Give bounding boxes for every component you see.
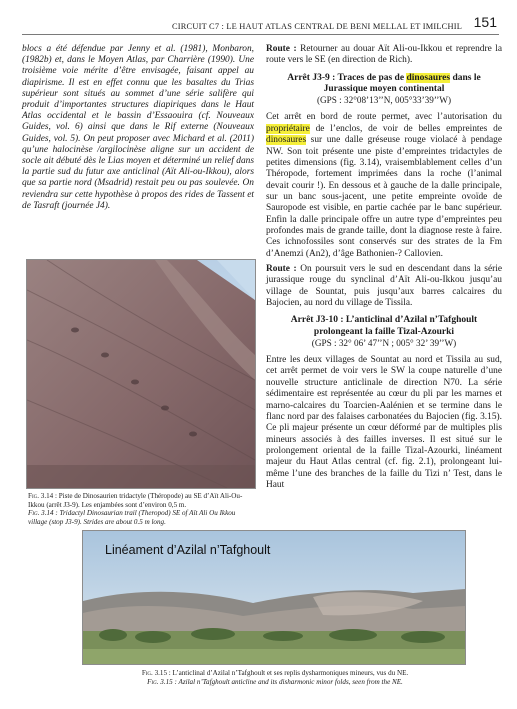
route-text-2: On poursuit vers le sud en descendant dans la série jurassique rouge du synclinal d’Aït Ali-ou-Ikkou jusqu’au village de Sountat, puis jusqu’aux barres calcaires du Bajocien, au nord du village de Tissila. — [266, 263, 502, 308]
figure-3-15-tag-en: Fig. 3.15 : — [147, 677, 177, 686]
figure-3-15-tag-fr: Fig. 3.15 : — [141, 669, 171, 677]
stop-j3-10-coords: (GPS : 32° 06’ 47’’N ; 005° 32’ 39’’W) — [311, 337, 457, 348]
figure-3-14-tag-en: Fig. 3.14 : — [28, 509, 58, 518]
stop-j3-10-paragraph: Entre les deux villages de Sountat au nord et Tissila au sud, cet arrêt permet de voir vers le SW la coupe naturelle d’une nouvelle structure anticlinale de direction N70. La série sédimentaire est représentée au cœur du pli par les marnes et marno-calcaires du Toarcien-Aalénien et se termine dans le flanc nord par des falaises carbonatées du Bajocien (fig. 3.15). Ce pli majeur présente un cœur déformé par de multiples plis mineurs associés à des failles inverses. Il est situé sur le prolongement oriental de la faille Tizal-Azourki, linéament majeur du Haut Atlas central (cf. fig. 2.1), prolongeant lui-même l’une des branches de la faille du Tizi n’ Test, dans le Haut — [266, 355, 502, 490]
route-label-1: Route : — [266, 44, 297, 54]
stop-j3-9-heading — [266, 73, 502, 96]
highlight-dinosaures-heading: dinosaures — [406, 72, 451, 83]
figure-3-15-photo-label: Linéament d’Azilal n’Tafghoult — [105, 543, 271, 557]
figure-3-15-caption-en — [80, 678, 470, 687]
route-text-1: Retourner au douar Aït Ali-ou-Ikkou et reprendre la route vers le SE (en direction de Rich). — [266, 44, 503, 66]
figure-3-15-caption — [80, 669, 470, 687]
route-paragraph-2 — [266, 264, 502, 309]
para1-b: de l’enclos, de voir de belles empreintes de — [309, 123, 502, 134]
stop-j3-9-heading-b: dans le Jurassique moyen continental — [323, 72, 481, 94]
stop-j3-9-coords: (GPS : 32°08’13’’N, 005°33’39’’W) — [316, 95, 452, 106]
right-column — [266, 44, 502, 493]
stop-j3-10-heading: Arrêt J3-10 : L’anticlinal d’Azilal n’Tafghoult prolongeant la faille Tizal-Azourki — [290, 315, 478, 337]
figure-3-15-caption-fr — [80, 669, 470, 678]
page-number: 151 — [473, 14, 497, 30]
stop-j3-9-heading-a: Arrêt J3-9 : Traces de pas de — [287, 72, 407, 83]
route-label-2: Route : — [266, 263, 297, 274]
highlight-proprietaire: propriétaire — [266, 123, 310, 134]
para1-a: Cet arrêt en bord de route permet, avec l’autorisation du — [266, 112, 502, 123]
figure-3-14-photo — [26, 259, 256, 489]
figure-3-14-caption — [28, 492, 254, 526]
figure-3-14-caption-fr — [28, 492, 254, 509]
figure-3-14-tag-fr: Fig. 3.14 : — [28, 492, 57, 500]
highlight-dinosaures: dinosaures — [266, 135, 307, 146]
left-column-text: blocs a été défendue par Jenny et al. (1981), Monbaron, (1982b) et, dans le Moyen Atlas, par Charrière (1990). Une troisième voie mérite d’être envisagée, faisant appel au diapirisme. Il est en effet connu que les basaltes du Trias supérieur sont situés au sommet d’une série salifère qui produit d’importantes structures diapiriques dans le Haut Atlas occidental et le bassin d’Essaouira (cf. Nouveaux Guides, vol. 6) ainsi que dans le Rif externe (Nouveaux Guides, vol. 5). On peut proposer avec Michard et al. (2011) qu’une halocinèse /argilocinèse aligne sur un accident de socle ait débuté dès le Lias moyen et déterminé un relief dans la partie sud du futur axe anticlinal (Aït Ali-ou-Ikkou), alors que sa partie nord (Msadrid) restait peu ou pas soulevée. On reviendra sur cette hypothèse à propos des rides de Tassent et de Tasraft (journée J4). — [22, 44, 254, 211]
figure-3-15-photo — [82, 530, 466, 665]
route-paragraph-1 — [266, 44, 502, 67]
page-header — [22, 4, 499, 35]
para1-c: sur une dalle gréseuse rouge violacé à pendage NW. Son toit présente une piste d’empreintes tridactyles de petites dimensions (fig. 3.14), vraisemblablement celles d’un Théropode, fortement imprimées dans la roche (l’animal devait courir !). En dessous et à gauche de la dalle principale, sur un banc sous-jacent, une petite empreinte ovoïde de Sauropode est visible, en partie cachée par le banc supérieur. Enfin la dalle principale offre un autre type d’empreintes peu profondes mais de grande taille, dont la diagnose reste à faire. Ces ichnofossiles sont conservés sur des strates de la Fm d’Anemzi (An2), d’âge Bathonien-? Callovien. — [266, 135, 502, 259]
figure-3-14-text-fr: Piste de Dinosaurien tridactyle (Théropode) au SE d’Aït Ali-Ou-Ikkou (arrêt J3-9). Les enjambées sont d’environ 0,5 m. — [28, 492, 243, 509]
running-title: CIRCUIT C7 : LE HAUT ATLAS CENTRAL DE BENI MELLAL ET IMILCHIL — [172, 22, 463, 31]
figure-3-14-caption-en — [28, 509, 254, 526]
stop-j3-9-paragraph — [266, 112, 502, 259]
figure-3-15-text-fr: L’anticlinal d’Azilal n’Tafghoult et ses replis dysharmoniques mineurs, vus du NE. — [170, 669, 409, 677]
figure-3-14-text-en: Tridactyl Dinosaurian trail (Theropod) SE of Aït Ali Ou Ikkou village (stop J3-9). Strides are about 0.5 m long. — [28, 509, 236, 526]
figure-3-15-text-en: Azilal n’Tafghoult anticline and its disharmonic minor folds, seen from the NE. — [176, 677, 403, 686]
